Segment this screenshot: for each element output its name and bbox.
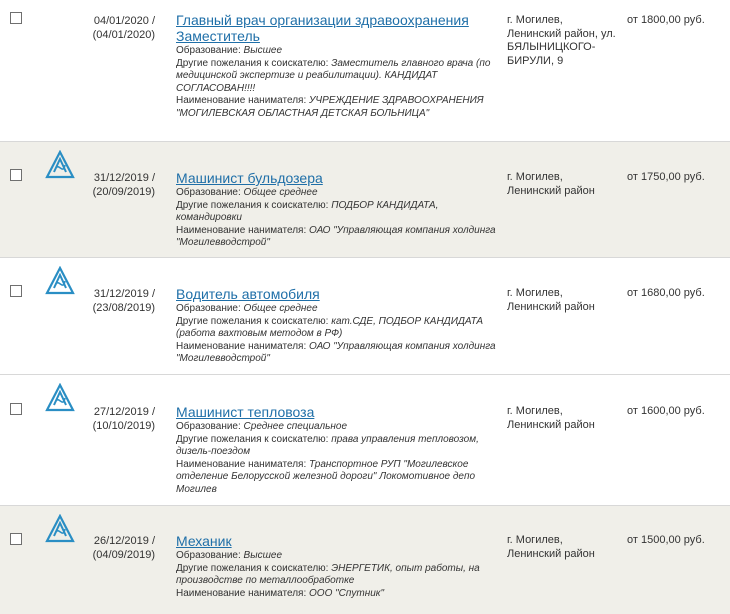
address: г. Могилев, Ленинский район, ул. БЯЛЫНИЦКОГО-БИРУЛИ, 9 [507, 14, 616, 67]
posted-date: 31/12/2019 / [93, 288, 155, 300]
employment-service-logo-icon [44, 514, 76, 546]
vacancy-title-link[interactable]: Водитель автомобиля [176, 286, 320, 302]
select-checkbox[interactable] [10, 285, 22, 297]
vacancy-row [0, 0, 730, 142]
vacancy-title-link[interactable]: Главный врач организации здравоохранения Заместитель [176, 12, 469, 44]
wishes-field: Другие пожелания к соискателю: Заместитель главного врача (по медицинской экспертизе и реабилитации). КАНДИДАТ СОГЛАСОВАН!!!! [176, 57, 491, 94]
employment-service-logo-icon [44, 266, 76, 298]
vacancy-title-link[interactable]: Машинист бульдозера [176, 170, 323, 186]
original-date: (20/09/2019) [92, 186, 155, 198]
dates [80, 534, 155, 562]
posted-date: 26/12/2019 / [93, 535, 155, 547]
employer-value: УЧРЕЖДЕНИЕ ЗДРАВООХРАНЕНИЯ "МОГИЛЕВСКАЯ ОБЛАСТНАЯ ДЕТСКАЯ БОЛЬНИЦА" [176, 95, 484, 119]
employer-value: Транспортное РУП "Могилевское отделение Белорусской железной дороги" Локомотивное депо Могилев [176, 458, 476, 495]
posted-date: 04/01/2020 / [93, 15, 155, 27]
wishes-value: кат.СДЕ, ПОДБОР КАНДИДАТА (работа вахтовым методом в РФ) [176, 315, 484, 339]
salary: от 1750,00 руб. [627, 171, 705, 183]
dates [80, 171, 155, 199]
vacancy-info [176, 286, 498, 366]
salary: от 1800,00 руб. [627, 14, 705, 26]
vacancy-row [0, 375, 730, 506]
employment-service-logo-icon [44, 150, 76, 182]
wishes-field: Другие пожелания к соискателю: права управления тепловозом, дизель-поездом [176, 433, 479, 457]
vacancy-info [176, 12, 498, 120]
employer-value: ОАО "Управляющая компания холдинга "Могилевводстрой" [176, 340, 496, 364]
wishes-field: Другие пожелания к соискателю: ПОДБОР КАНДИДАТА, командировки [176, 199, 439, 223]
original-date: (23/08/2019) [92, 302, 155, 314]
education-field: Образование: Высшее [176, 550, 282, 561]
select-checkbox[interactable] [10, 403, 22, 415]
education-value: Среднее специальное [243, 421, 348, 432]
address: г. Могилев, Ленинский район [507, 534, 595, 560]
education-value: Высшее [243, 45, 282, 56]
employer-field: Наименование нанимателя: Транспортное РУП "Могилевское отделение Белорусской железной дороги" Локомотивное депо Могилев [176, 458, 476, 495]
address: г. Могилев, Ленинский район [507, 405, 595, 431]
wishes-field: Другие пожелания к соискателю: ЭНЕРГЕТИК, опыт работы, на производстве по металлообработке [176, 562, 480, 586]
select-checkbox[interactable] [10, 12, 22, 24]
address: г. Могилев, Ленинский район [507, 287, 595, 313]
employer-value: ООО "Спутник" [309, 587, 385, 599]
education-field: Образование: Среднее специальное [176, 421, 348, 432]
education-value: Общее среднее [243, 187, 318, 198]
education-value: Общее среднее [243, 303, 318, 314]
employer-field: Наименование нанимателя: УЧРЕЖДЕНИЕ ЗДРАВООХРАНЕНИЯ "МОГИЛЕВСКАЯ ОБЛАСТНАЯ ДЕТСКАЯ БОЛЬНИЦА" [176, 95, 484, 119]
vacancy-info [176, 170, 498, 250]
salary: от 1680,00 руб. [627, 287, 705, 299]
employment-service-logo-icon [44, 383, 76, 415]
employer-field: Наименование нанимателя: ООО "Спутник" [176, 587, 385, 599]
vacancy-info [176, 404, 498, 496]
dates [80, 287, 155, 315]
original-date: (04/01/2020) [92, 29, 155, 41]
vacancy-row [0, 142, 730, 258]
salary: от 1500,00 руб. [627, 534, 705, 546]
posted-date: 27/12/2019 / [93, 406, 155, 418]
wishes-value: права управления тепловозом, дизель-поездом [176, 433, 479, 457]
salary: от 1600,00 руб. [627, 405, 705, 417]
employer-value: ОАО "Управляющая компания холдинга "Могилевводстрой" [176, 224, 496, 248]
education-field: Образование: Общее среднее [176, 303, 318, 314]
vacancy-row [0, 258, 730, 375]
vacancy-info [176, 533, 498, 600]
wishes-value: Заместитель главного врача (по медицинской экспертизе и реабилитации). КАНДИДАТ СОГЛАСОВАН!!!! [176, 57, 491, 94]
select-checkbox[interactable] [10, 533, 22, 545]
vacancy-title-link[interactable]: Машинист тепловоза [176, 404, 315, 420]
education-field: Образование: Высшее [176, 45, 282, 56]
wishes-field: Другие пожелания к соискателю: кат.СДЕ, ПОДБОР КАНДИДАТА (работа вахтовым методом в РФ) [176, 315, 484, 339]
wishes-value: ПОДБОР КАНДИДАТА, командировки [176, 199, 439, 223]
address: г. Могилев, Ленинский район [507, 171, 595, 197]
vacancy-title-link[interactable]: Механик [176, 533, 232, 549]
original-date: (10/10/2019) [92, 420, 155, 432]
wishes-value: ЭНЕРГЕТИК, опыт работы, на производстве по металлообработке [176, 562, 480, 586]
dates [80, 14, 155, 42]
education-value: Высшее [243, 550, 282, 561]
vacancy-row [0, 506, 730, 614]
employer-field: Наименование нанимателя: ОАО "Управляющая компания холдинга "Могилевводстрой" [176, 340, 496, 364]
posted-date: 31/12/2019 / [93, 172, 155, 184]
select-checkbox[interactable] [10, 169, 22, 181]
employer-field: Наименование нанимателя: ОАО "Управляющая компания холдинга "Могилевводстрой" [176, 224, 496, 248]
dates [80, 405, 155, 433]
education-field: Образование: Общее среднее [176, 187, 318, 198]
original-date: (04/09/2019) [92, 549, 155, 561]
